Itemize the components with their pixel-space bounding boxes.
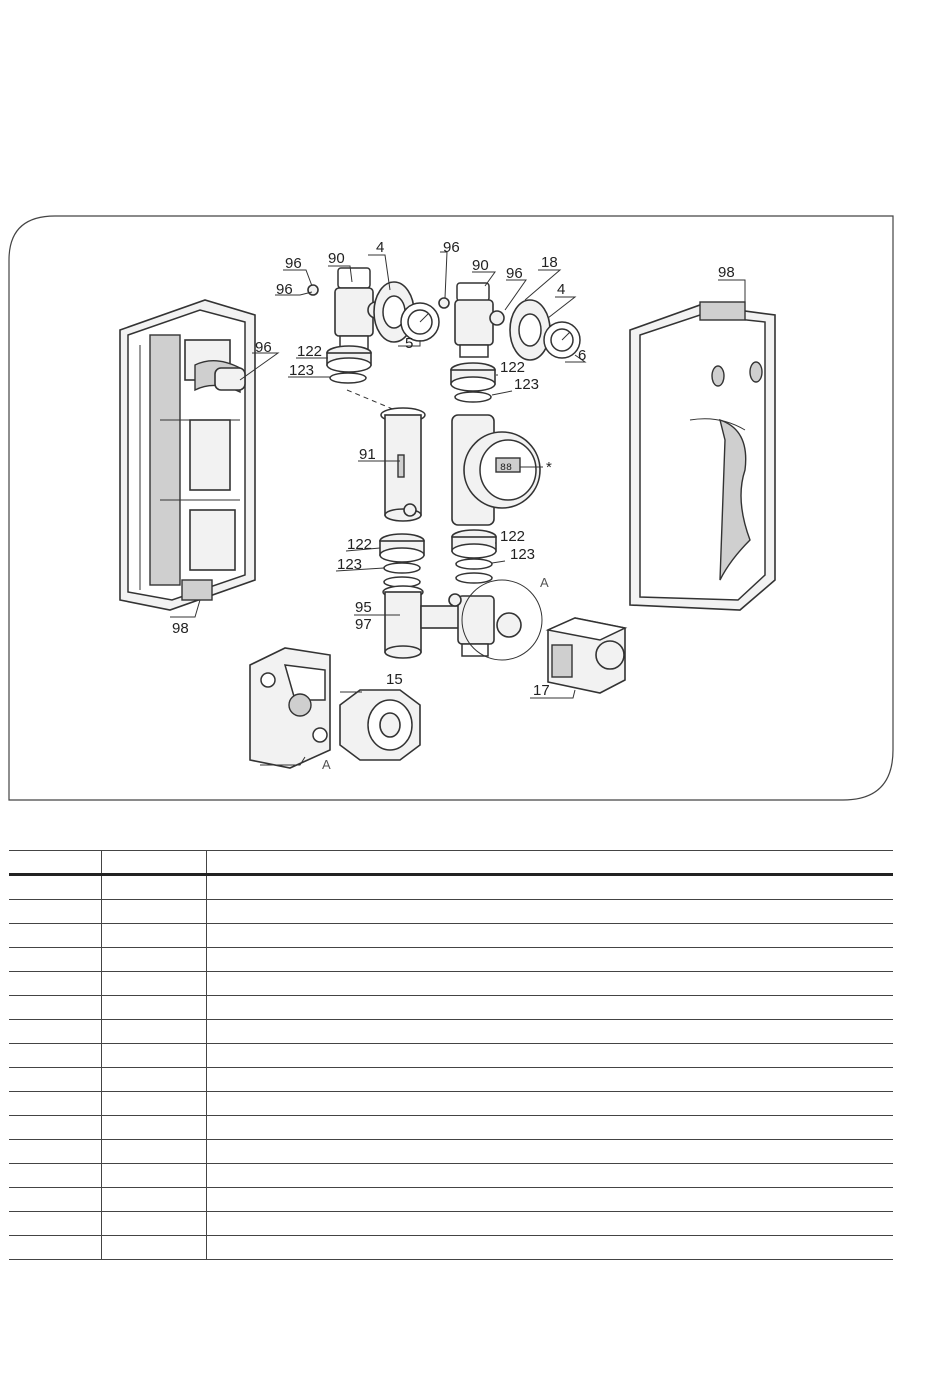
table-row <box>9 1188 893 1212</box>
table-cell <box>207 900 894 924</box>
table-header-row <box>9 851 893 875</box>
callout-90-right: 90 <box>472 257 489 274</box>
table-cell <box>102 948 207 972</box>
table-cell <box>102 1020 207 1044</box>
table-row <box>9 996 893 1020</box>
table-row <box>9 1068 893 1092</box>
bypass-pipe <box>381 408 425 521</box>
gasket-right-bottom <box>456 559 492 569</box>
table-cell <box>102 972 207 996</box>
table-cell <box>9 875 102 900</box>
right-ball-valve <box>439 283 504 357</box>
callout-18: 18 <box>541 254 558 271</box>
table-cell <box>9 1092 102 1116</box>
callout-95: 95 <box>355 599 372 616</box>
union-nut-right-top <box>451 363 495 391</box>
table-cell <box>207 972 894 996</box>
table-row <box>9 1236 893 1260</box>
table-cell <box>207 1236 894 1260</box>
callout-91: 91 <box>359 446 376 463</box>
right-thermometer <box>544 322 580 358</box>
left-ball-valve <box>308 268 384 350</box>
callout-122-right-bottom: 122 <box>500 528 526 545</box>
table-cell <box>9 1188 102 1212</box>
callout-123-right-bottom: 123 <box>510 546 536 563</box>
table-row <box>9 972 893 996</box>
table-cell <box>102 1044 207 1068</box>
table-cell <box>207 1020 894 1044</box>
table-cell <box>102 1236 207 1260</box>
table-cell <box>207 1188 894 1212</box>
table-cell <box>9 996 102 1020</box>
table-row <box>9 875 893 900</box>
table-cell <box>207 1212 894 1236</box>
table-cell <box>9 948 102 972</box>
callout-96-b: 96 <box>276 281 293 298</box>
table-cell <box>102 1164 207 1188</box>
gasket-left-bottom <box>384 563 420 573</box>
gasket-right-top <box>455 392 491 402</box>
table-cell <box>9 1212 102 1236</box>
union-nut-left-bottom <box>380 534 424 562</box>
detail-a-adjustment-knob <box>340 690 420 760</box>
table-header-cell <box>9 851 102 875</box>
table-row <box>9 1044 893 1068</box>
callout-96-mid: 96 <box>506 265 523 282</box>
callout-98-left: 98 <box>172 620 189 637</box>
table-cell <box>207 1116 894 1140</box>
table-cell <box>102 996 207 1020</box>
table-cell <box>207 1164 894 1188</box>
left-insulation-shell <box>120 300 255 610</box>
callout-a-bottom: A <box>322 757 331 772</box>
table-cell <box>207 1140 894 1164</box>
table-cell <box>9 924 102 948</box>
pump-display: 88 <box>500 463 513 474</box>
table-row <box>9 900 893 924</box>
gasket-left-top <box>330 373 366 383</box>
table-cell <box>9 972 102 996</box>
table-cell <box>102 1068 207 1092</box>
callout-17: 17 <box>533 682 550 699</box>
callout-122-left-top: 122 <box>297 343 323 360</box>
callout-96-top: 96 <box>443 239 460 256</box>
union-nut-left-top <box>327 346 371 372</box>
table-cell <box>102 1212 207 1236</box>
union-nut-right-bottom <box>452 530 496 558</box>
callout-123-left-bottom: 123 <box>337 556 363 573</box>
table-cell <box>207 1044 894 1068</box>
table-header-cell <box>207 851 894 875</box>
table-cell <box>9 1116 102 1140</box>
callout-a-top: A <box>540 575 549 590</box>
table-cell <box>9 1044 102 1068</box>
table-cell <box>9 1068 102 1092</box>
table-cell <box>207 1092 894 1116</box>
table-row <box>9 924 893 948</box>
table-cell <box>9 1164 102 1188</box>
table-row <box>9 1140 893 1164</box>
table-cell <box>102 924 207 948</box>
table-cell <box>9 1140 102 1164</box>
table-cell <box>207 996 894 1020</box>
table-cell <box>207 948 894 972</box>
table-header-cell <box>102 851 207 875</box>
table-row <box>9 948 893 972</box>
table-row <box>9 1212 893 1236</box>
table-cell <box>102 875 207 900</box>
table-row <box>9 1092 893 1116</box>
table-row <box>9 1116 893 1140</box>
table-cell <box>207 875 894 900</box>
table-row <box>9 1020 893 1044</box>
table-cell <box>102 1092 207 1116</box>
table-cell <box>207 924 894 948</box>
table-cell <box>102 900 207 924</box>
mixing-valve-actuator <box>548 618 625 693</box>
circulation-pump <box>452 415 540 525</box>
table-row <box>9 1164 893 1188</box>
callout-97: 97 <box>355 616 372 633</box>
callout-5: 5 <box>405 335 414 352</box>
callout-98-right: 98 <box>718 264 735 281</box>
assembly-guide-line <box>347 390 395 410</box>
table-cell <box>9 1236 102 1260</box>
right-insulation-shell <box>630 302 775 610</box>
table-cell <box>102 1116 207 1140</box>
parts-list-table <box>9 850 893 1260</box>
callout-122-right-top: 122 <box>500 359 526 376</box>
return-pipe-with-mixing-valve <box>383 586 521 658</box>
callout-4-left: 4 <box>376 239 385 256</box>
gasket-right-bottom-2 <box>456 573 492 583</box>
callout-15: 15 <box>386 671 403 688</box>
callout-123-left-top: 123 <box>289 362 315 379</box>
callout-6: 6 <box>578 347 587 364</box>
callout-96-left-panel: 96 <box>255 339 272 356</box>
table-cell <box>102 1140 207 1164</box>
callout-96-a: 96 <box>285 255 302 272</box>
right-valve-handle <box>510 300 550 360</box>
callout-star: * <box>546 459 552 476</box>
detail-a-valve-scale <box>250 648 330 768</box>
table-cell <box>9 900 102 924</box>
table-cell <box>102 1188 207 1212</box>
callout-4-right: 4 <box>557 281 566 298</box>
callout-122-left-bottom: 122 <box>347 536 373 553</box>
callout-123-right-top: 123 <box>514 376 540 393</box>
table-cell <box>9 1020 102 1044</box>
callout-90-left: 90 <box>328 250 345 267</box>
table-cell <box>207 1068 894 1092</box>
